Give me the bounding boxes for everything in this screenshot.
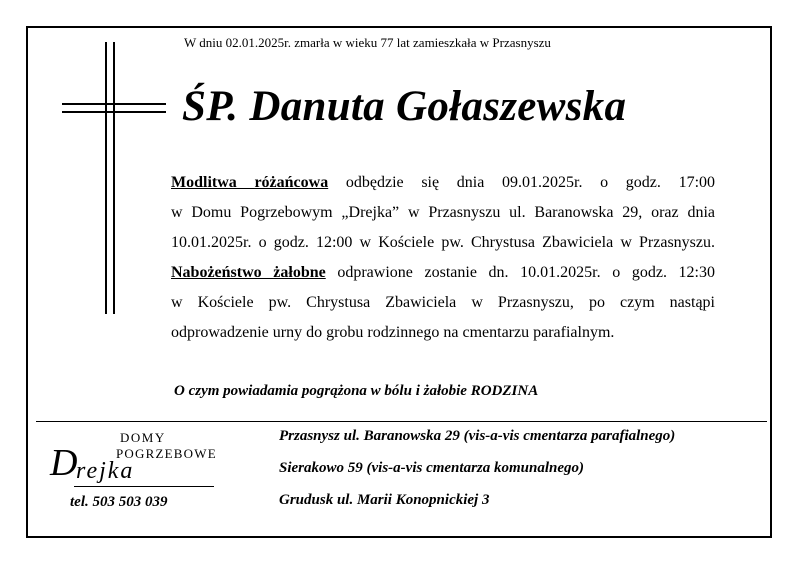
logo-underline — [74, 486, 214, 487]
deceased-name: ŚP. Danuta Gołaszewska — [182, 83, 627, 130]
notice-body — [171, 168, 715, 348]
paragraph2-line1 — [171, 258, 715, 288]
cross-icon-horizontal-top — [62, 103, 166, 105]
paragraph2-line2: w Kościele pw. Chrystusa Zbawiciela w Przasnyszu, po czym nastąpi — [171, 294, 715, 311]
cross-icon-vertical-left — [105, 42, 107, 314]
cross-icon-vertical-right — [113, 42, 115, 314]
rosary-heading: Modlitwa różańcowa — [171, 174, 329, 191]
paragraph1-line2: w Domu Pogrzebowym „Drejka” w Przasnyszu ul. Baranowska 29, oraz dnia — [171, 204, 715, 221]
rosary-line1-text: odbędzie się dnia 09.01.2025r. o godz. 17:00 — [328, 174, 716, 191]
cross-icon-horizontal-bottom — [62, 111, 166, 113]
phone-number: tel. 503 503 039 — [70, 494, 168, 510]
logo-initial: D — [50, 442, 78, 484]
address-grudusk: Grudusk ul. Marii Konopnickiej 3 — [279, 492, 490, 508]
service-heading: Nabożeństwo żałobne — [171, 264, 326, 281]
logo-text-name: rejka — [76, 458, 135, 484]
logo-text-domy: DOMY — [120, 430, 166, 445]
divider-line — [36, 421, 767, 422]
paragraph1-line1 — [171, 168, 715, 198]
address-przasnysz: Przasnysz ul. Baranowska 29 (vis-a-vis cmentarza parafialnego) — [279, 428, 676, 444]
funeral-home-logo — [38, 428, 228, 518]
paragraph1-line3: 10.01.2025r. o godz. 12:00 w Kościele pw. Chrystusa Zbawiciela w Przasnyszu. — [171, 234, 715, 251]
service-line1-text: odprawione zostanie dn. 10.01.2025r. o godz. 12:30 — [325, 264, 715, 281]
logo-text-pogrzebowe: POGRZEBOWE — [116, 446, 217, 461]
death-info-line: W dniu 02.01.2025r. zmarła w wieku 77 lat zamieszkała w Przasnyszu — [184, 35, 551, 50]
paragraph2-line3: odprowadzenie urny do grobu rodzinnego na cmentarzu parafialnym. — [171, 324, 615, 341]
address-sierakowo: Sierakowo 59 (vis-a-vis cmentarza komunalnego) — [279, 460, 585, 476]
family-closing: O czym powiadamia pogrążona w bólu i żałobie RODZINA — [174, 383, 539, 399]
